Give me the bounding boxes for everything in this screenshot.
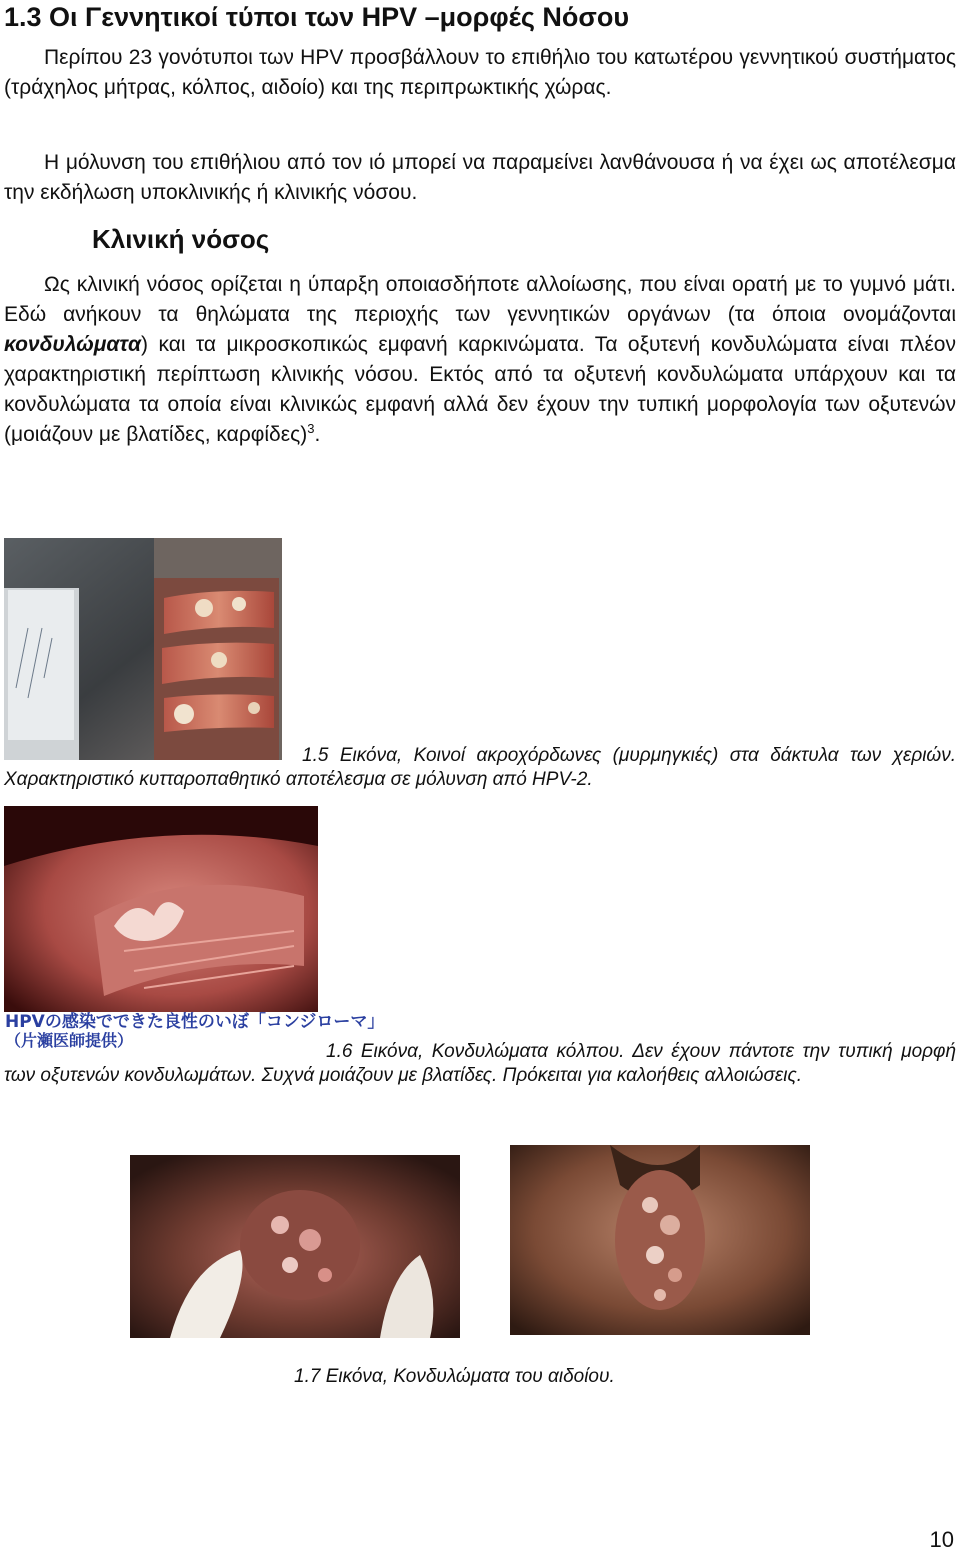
figure-1-7-caption: 1.7 Εικόνα, Κονδυλώματα του αιδοίου. — [294, 1366, 615, 1387]
paragraph-text-part2: ) και τα μικροσκοπικώς εμφανή καρκινώματα. Τα οξυτενή κονδυλώματα είναι πλέον χαρακτηριστική περίπτωση κλινικής νόσου. Εκτός από τα οξυτενή κονδυλώματα υπάρχουν και τα κονδυλώματα τα οποία είναι κλινικώς εμφανή αλλά δεν έχουν την τυπική μορφολογία των οξυτενών (μοιάζουν με βλατίδες, καρφίδες) — [4, 333, 956, 446]
vaginal-condyloma-photo — [4, 806, 318, 1012]
warts-fingers-illustration — [4, 538, 282, 760]
clinical-disease-heading: Κλινική νόσος — [92, 224, 270, 254]
figure-1-5-caption: 1.5 Εικόνα, Κοινοί ακροχόρδωνες (μυρμηγκιές) στα δάκτυλα των χεριών. Χαρακτηριστικό κυτταροπαθητικό αποτέλεσμα σε μόλυνση από HPV-2. — [4, 745, 956, 790]
paragraph-end: . — [314, 423, 321, 446]
figure-1-6-caption: 1.6 Εικόνα, Κονδυλώματα κόλπου. Δεν έχουν πάντοτε την τυπική μορφή των οξυτενών κονδυλωμάτων. Συχνά μοιάζουν με βλατίδες. Πρόκειται για καλοήθεις αλλοιώσεις. — [4, 1041, 956, 1086]
intro-paragraph: Περίπου 23 γονότυποι των HPV προσβάλλουν το επιθήλιο του κατωτέρου γεννητικού συστήματος (τράχηλος μήτρας, κόλπος, αιδοίο) και της περιπρωκτικής χώρας. — [4, 46, 956, 99]
condyloma-term: κονδυλώματα — [4, 333, 142, 356]
banner-line-1: HPVの感染でできた良性のいぼ「コンジローマ」 — [5, 1012, 385, 1032]
clinical-disease-paragraph — [4, 270, 956, 450]
banner-line-2: （片瀬医師提供） — [5, 1031, 134, 1050]
warts-fingers-photo — [4, 538, 282, 760]
vulvar-condyloma-photo-right — [510, 1145, 810, 1335]
page-number: 10 — [929, 1527, 954, 1552]
section-heading: 1.3 Οι Γεννητικοί τύποι των HPV –μορφές Νόσου — [4, 2, 630, 32]
vulvar-right-illustration — [510, 1145, 810, 1335]
reference-superscript: 3 — [307, 421, 315, 436]
vulvar-left-illustration — [130, 1155, 460, 1338]
paragraph-text-part1: Ως κλινική νόσος ορίζεται η ύπαρξη οποιασδήποτε αλλοίωσης, που είναι ορατή με το γυμνό μάτι. Εδώ ανήκουν τα θηλώματα της περιοχής των γεννητικών οργάνων (τα όποια ονομάζονται — [4, 273, 956, 326]
vulvar-condyloma-photo-left — [130, 1155, 460, 1338]
infection-paragraph: Η μόλυνση του επιθήλιου από τον ιό μπορεί να παραμείνει λανθάνουσα ή να έχει ως αποτέλεσμα την εκδήλωση υποκλινικής ή κλινικής νόσου. — [4, 151, 956, 204]
vaginal-condyloma-illustration — [4, 806, 318, 1012]
